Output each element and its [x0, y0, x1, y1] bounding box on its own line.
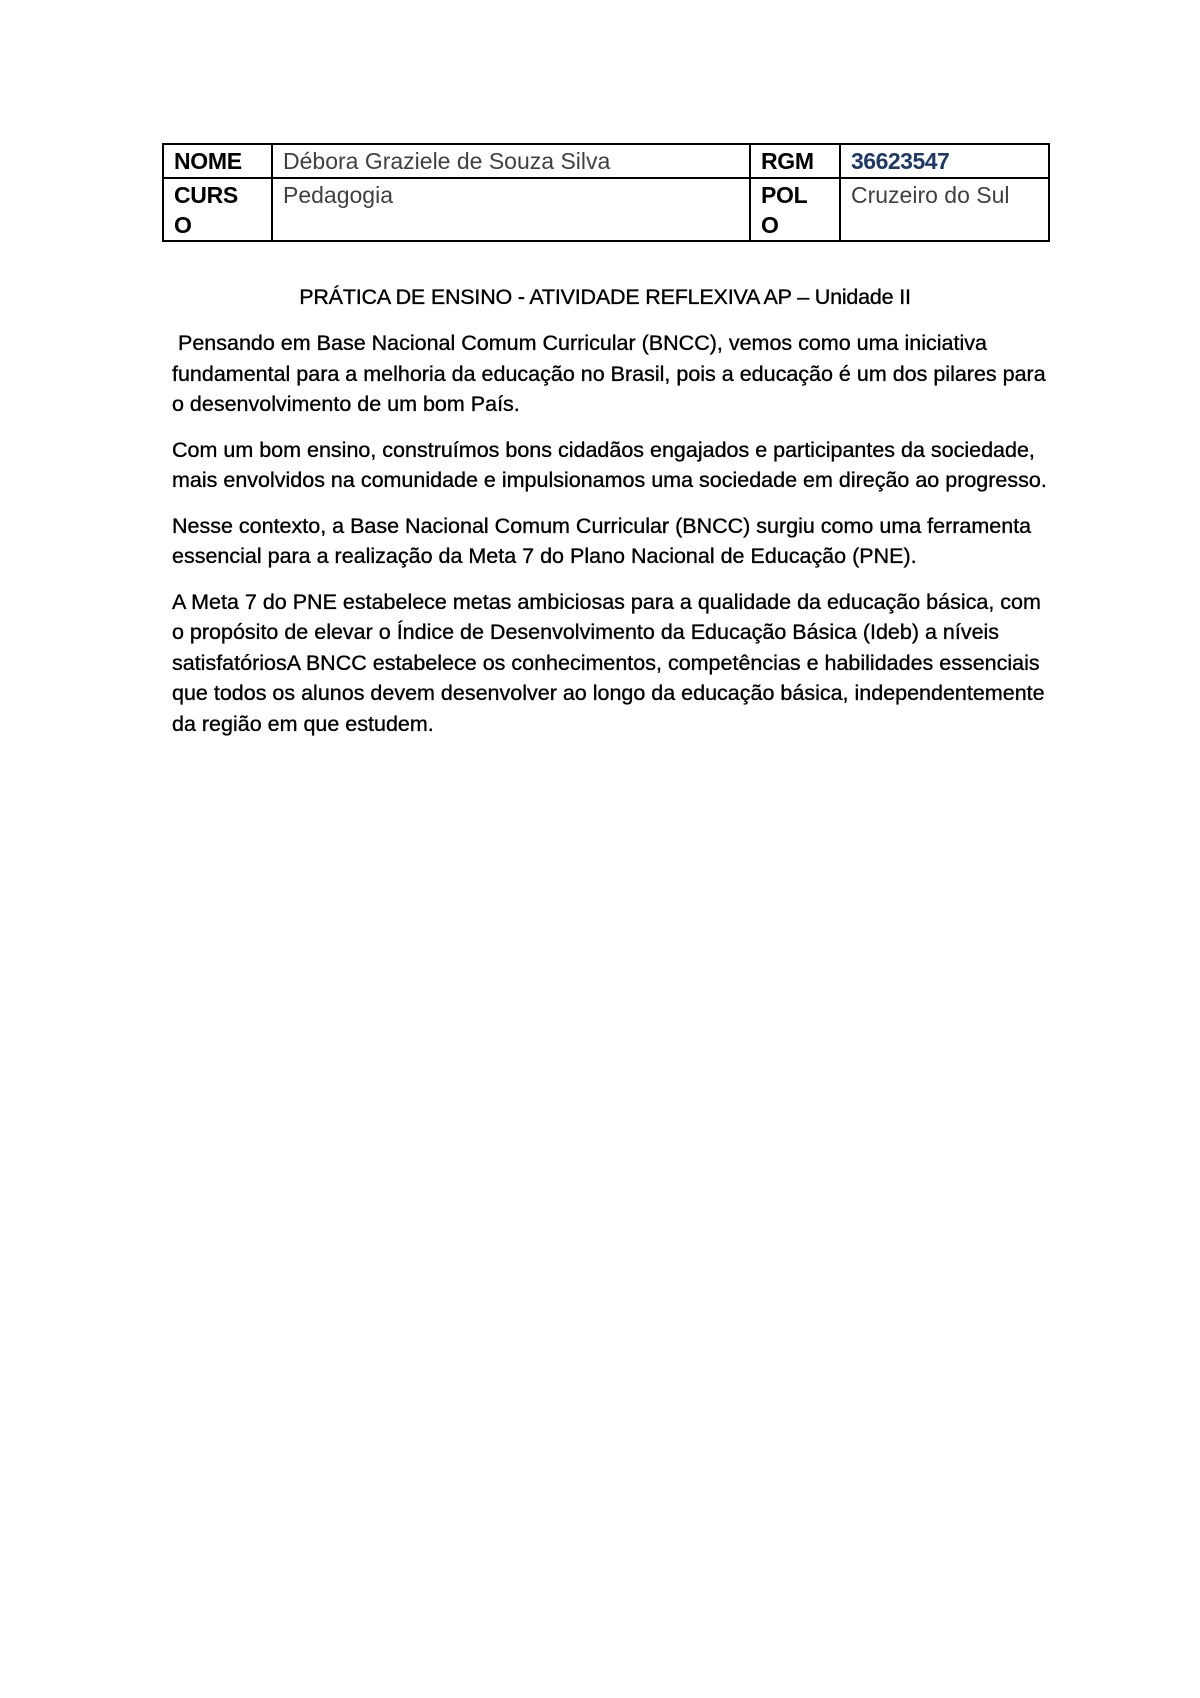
polo-label-line1: POL	[761, 182, 808, 208]
paragraph: A Meta 7 do PNE estabelece metas ambiciosas para a qualidade da educação básica, com o propósito de elevar o Índice de Desenvolvimento da Educação Básica (Ideb) a níveis satisfatóriosA BNCC estabelece os conhecimentos, competências e habilidades essenciais que todos os alunos devem desenvolver ao longo da educação básica, independentemente da região em que estudem.	[172, 589, 1045, 736]
polo-value: Cruzeiro do Sul	[840, 178, 1049, 241]
curso-label-line1: CURS	[174, 182, 238, 208]
document-body	[172, 328, 1048, 754]
curso-value: Pedagogia	[272, 178, 750, 241]
document-title: PRÁTICA DE ENSINO - ATIVIDADE REFLEXIVA AP – Unidade II	[299, 285, 911, 309]
curso-label-line2: O	[174, 212, 192, 238]
polo-label	[750, 178, 840, 241]
curso-label	[163, 178, 272, 241]
paragraph: Com um bom ensino, construímos bons cidadãos engajados e participantes da sociedade, mais envolvidos na comunidade e impulsionamos uma sociedade em direção ao progresso.	[172, 437, 1047, 492]
student-info-table	[162, 143, 1050, 242]
rgm-label: RGM	[750, 144, 840, 178]
paragraph: Nesse contexto, a Base Nacional Comum Curricular (BNCC) surgiu como uma ferramenta essencial para a realização da Meta 7 do Plano Nacional de Educação (PNE).	[172, 513, 1032, 568]
nome-label: NOME	[163, 144, 272, 178]
rgm-value: 36623547	[840, 144, 1049, 178]
nome-value: Débora Graziele de Souza Silva	[272, 144, 750, 178]
table-row	[163, 144, 1049, 178]
table-row	[163, 178, 1049, 241]
polo-label-line2: O	[761, 212, 779, 238]
paragraph: Pensando em Base Nacional Comum Curricular (BNCC), vemos como uma iniciativa fundamental para a melhoria da educação no Brasil, pois a educação é um dos pilares para o desenvolvimento de um bom País.	[172, 331, 1046, 416]
